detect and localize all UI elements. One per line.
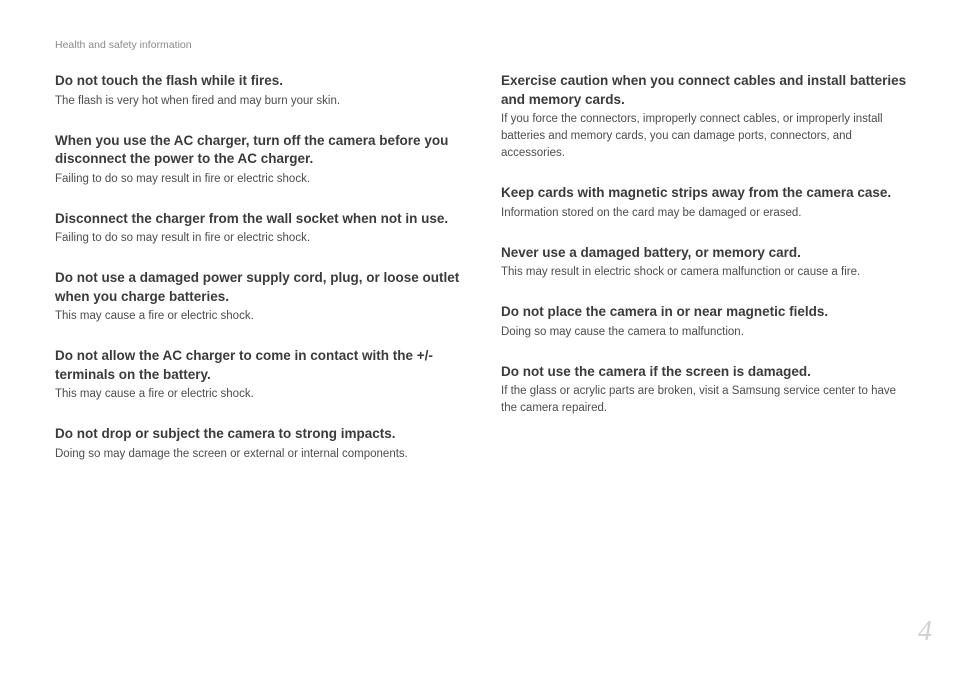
safety-item	[501, 72, 911, 162]
safety-item	[55, 72, 470, 110]
safety-item	[501, 363, 911, 418]
safety-body: Failing to do so may result in fire or electric shock.	[55, 172, 311, 185]
safety-body: Doing so may cause the camera to malfunction.	[501, 325, 744, 338]
safety-item	[501, 303, 911, 341]
safety-body: This may cause a fire or electric shock.	[55, 310, 254, 322]
right-column	[501, 72, 911, 417]
safety-item	[55, 210, 470, 248]
safety-item	[501, 244, 911, 282]
safety-item	[55, 425, 470, 463]
safety-heading: When you use the AC charger, turn off the camera before you disconnect the power to the AC charger.	[55, 132, 449, 166]
safety-body: The flash is very hot when fired and may burn your skin.	[55, 94, 341, 107]
safety-body: This may cause a fire or electric shock.	[55, 388, 254, 400]
left-column	[55, 72, 470, 463]
safety-body: This may result in electric shock or camera malfunction or cause a fire.	[501, 266, 861, 278]
safety-body: Failing to do so may result in fire or electric shock.	[55, 232, 311, 244]
safety-heading: Never use a damaged battery, or memory card.	[501, 244, 801, 260]
safety-item	[55, 269, 470, 325]
safety-body: If the glass or acrylic parts are broken, visit a Samsung service center to have the camera repaired.	[501, 385, 897, 414]
running-header: Health and safety information	[55, 39, 192, 51]
page-number: 4	[918, 616, 932, 647]
safety-body: Doing so may damage the screen or external or internal components.	[55, 447, 408, 460]
safety-heading: Do not drop or subject the camera to strong impacts.	[55, 426, 396, 441]
safety-body: Information stored on the card may be damaged or erased.	[501, 206, 802, 219]
safety-heading: Do not place the camera in or near magnetic fields.	[501, 304, 829, 319]
safety-heading: Exercise caution when you connect cables and install batteries and memory cards.	[501, 73, 907, 107]
safety-heading: Disconnect the charger from the wall socket when not in use.	[55, 210, 449, 226]
safety-body: If you force the connectors, improperly connect cables, or improperly install batteries and memory cards, you can damage ports, connectors, and accessories.	[501, 113, 883, 159]
safety-item	[501, 184, 911, 222]
safety-heading: Do not touch the flash while it fires.	[55, 73, 284, 88]
safety-heading: Do not use a damaged power supply cord, plug, or loose outlet when you charge batteries.	[55, 270, 460, 304]
safety-item	[55, 347, 470, 403]
safety-heading: Do not allow the AC charger to come in contact with the +/- terminals on the battery.	[55, 348, 433, 382]
safety-item	[55, 132, 470, 188]
safety-heading: Do not use the camera if the screen is damaged.	[501, 363, 811, 379]
safety-heading: Keep cards with magnetic strips away from the camera case.	[501, 185, 892, 200]
